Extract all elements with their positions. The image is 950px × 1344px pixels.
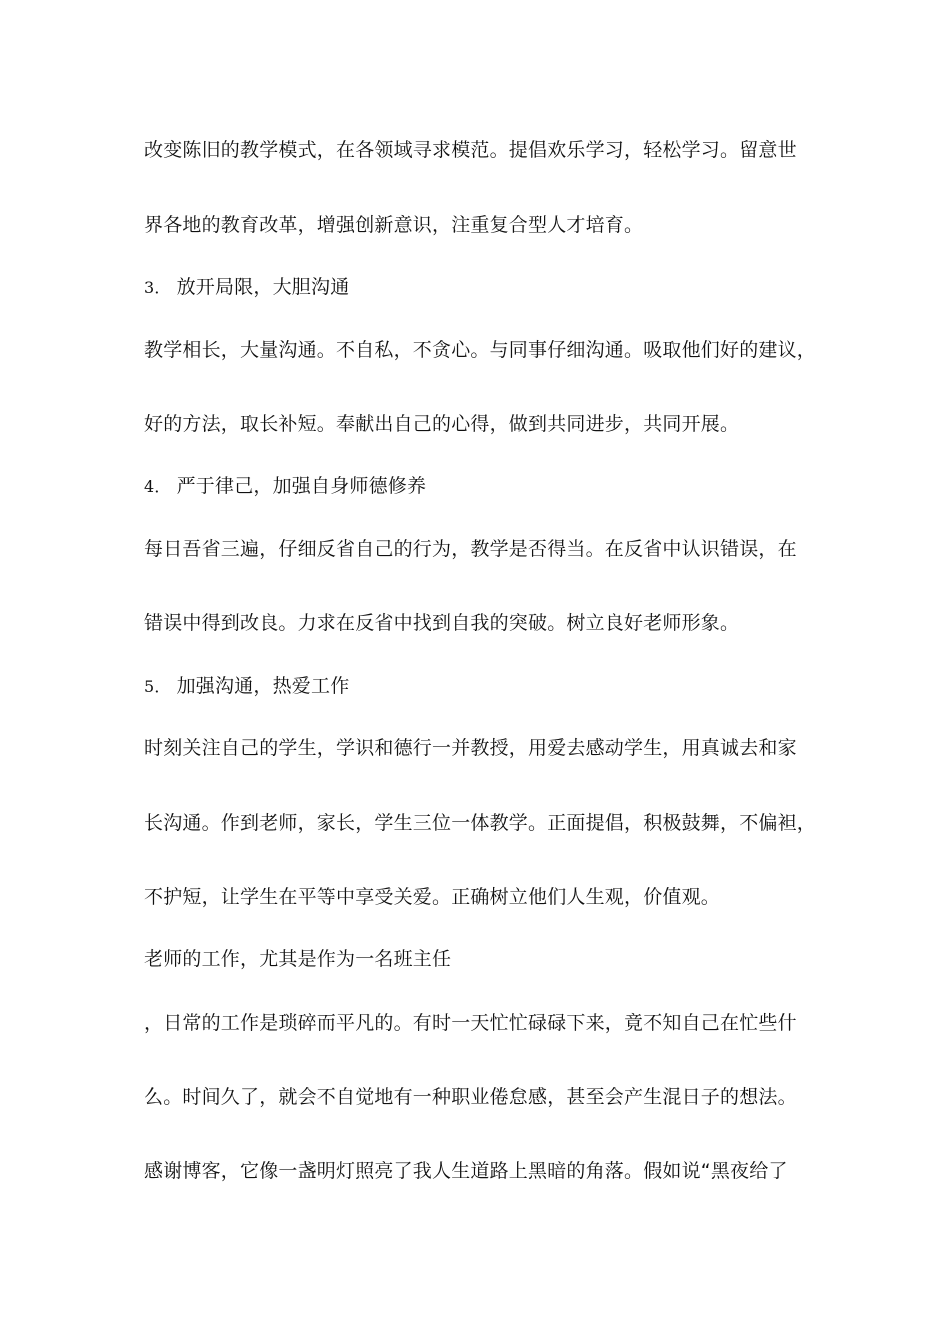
- section-number: 4．: [144, 477, 171, 496]
- paragraph-line: 不护短，让学生在平等中享受关爱。正确树立他们人生观，价值观。: [144, 886, 721, 908]
- paragraph-line: 感谢博客，它像一盏明灯照亮了我人生道路上黑暗的角落。假如说“黑夜给了: [144, 1160, 788, 1182]
- section-number: 5．: [144, 677, 171, 696]
- paragraph-line: 长沟通。作到老师，家长，学生三位一体教学。正面提倡，积极鼓舞，不偏袒，: [144, 812, 817, 834]
- section-title: 放开局限，大胆沟通: [176, 276, 350, 298]
- paragraph-line: 改变陈旧的教学模式，在各领域寻求模范。提倡欢乐学习，轻松学习。留意世: [144, 139, 797, 161]
- section-title: 严于律己，加强自身师德修养: [176, 475, 427, 497]
- section-heading: [144, 275, 814, 300]
- paragraph-line: 每日吾省三遍，仔细反省自己的行为，教学是否得当。在反省中认识错误，在: [144, 538, 797, 560]
- section-heading: [144, 674, 814, 699]
- section-number: 3．: [144, 278, 171, 297]
- paragraph-line: 界各地的教育改革，增强创新意识，注重复合型人才培育。: [144, 214, 644, 236]
- paragraph-line: 么。时间久了，就会不自觉地有一种职业倦怠感，甚至会产生混日子的想法。: [144, 1086, 797, 1108]
- paragraph-line: 老师的工作，尤其是作为一名班主任: [144, 948, 452, 970]
- paragraph-line: 教学相长，大量沟通。不自私，不贪心。与同事仔细沟通。吸取他们好的建议，: [144, 339, 817, 361]
- paragraph-line: ，日常的工作是琐碎而平凡的。有时一天忙忙碌碌下来，竟不知自己在忙些什: [144, 1012, 797, 1034]
- section-heading: [144, 474, 814, 499]
- paragraph-line: 好的方法，取长补短。奉献出自己的心得，做到共同进步，共同开展。: [144, 413, 740, 435]
- section-title: 加强沟通，热爱工作: [176, 675, 350, 697]
- paragraph-line: 时刻关注自己的学生，学识和德行一并教授，用爱去感动学生，用真诚去和家: [144, 737, 797, 759]
- paragraph-line: 错误中得到改良。力求在反省中找到自我的突破。树立良好老师形象。: [144, 612, 740, 634]
